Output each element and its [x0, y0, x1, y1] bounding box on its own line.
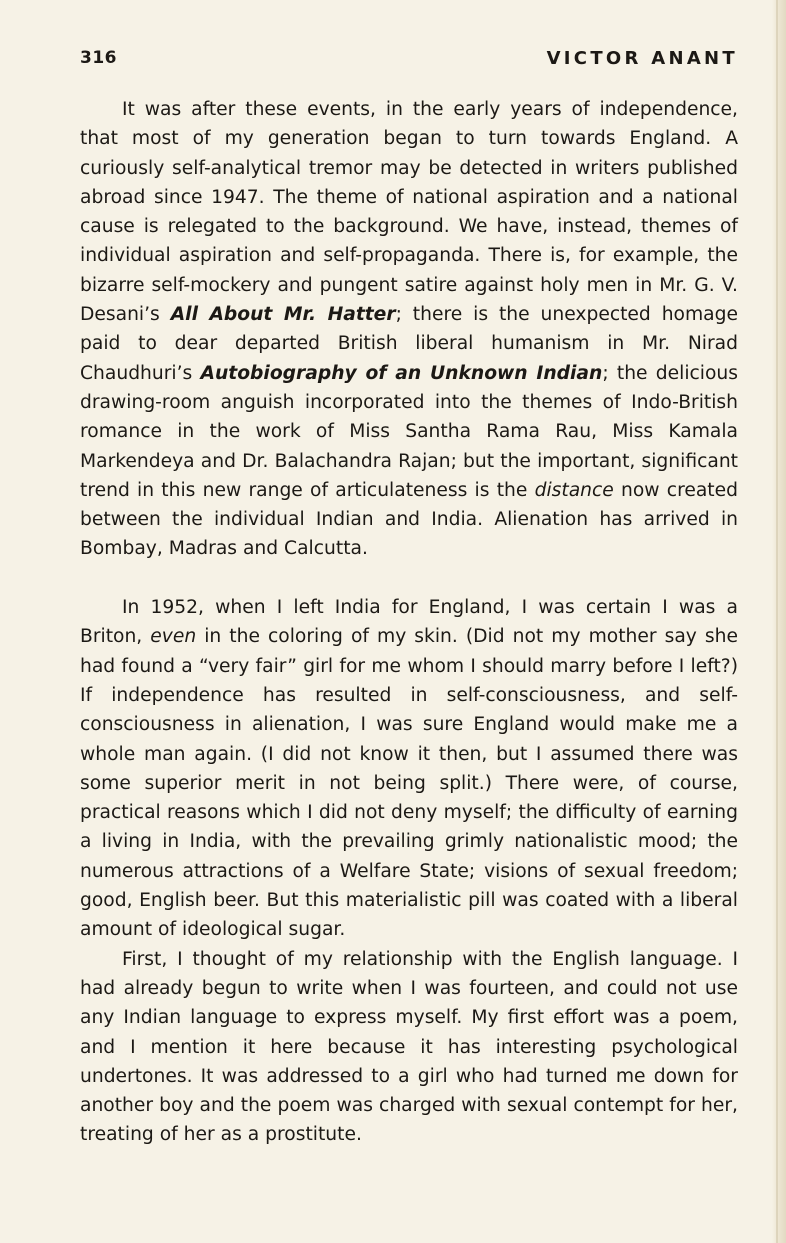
body-text — [80, 95, 738, 1150]
emphasis-distance: distance — [534, 479, 614, 501]
text-run: now created between the individual Indian and India. Alienation has arrived in Bombay, Madras and Calcutta. — [80, 479, 738, 560]
paragraph-1 — [80, 95, 738, 564]
text-run: First, I thought of my relationship with the English language. I had already begun to write when I was fourteen, and could not use any Indian language to express myself. My first effort was a poem, and I mention it here because it has interesting psychological undertones. It was addressed to a girl who had turned me down for another boy and the poem was charged with sexual contempt for her, treating of her as a prostitute. — [80, 948, 738, 1146]
paragraph-2 — [80, 593, 738, 945]
paragraph-3 — [80, 945, 738, 1150]
book-title-all-about-mr-hatter: All About Mr. Hatter — [170, 304, 396, 326]
text-run: It was after these events, in the early years of independence, that most of my generation began to turn towards England. A curiously self-analytical tremor may be detected in writers published abroad since 1947. The theme of national aspiration and a national cause is relegated to the background. We have, instead, themes of individual aspiration and self-propaganda. There is, for example, the bizarre self-mockery and pungent satire against holy men in Mr. G. V. Desani’s — [80, 99, 738, 326]
running-head-author: VICTOR ANANT — [546, 48, 738, 69]
text-run: ; there is the unexpected homage paid to dear departed British liberal humanism in Mr. Nirad Chaudhuri’s — [80, 304, 738, 384]
text-run: in the coloring of my skin. (Did not my mother say she had found a “very fair” girl for me whom I should marry before I left?) If independence has resulted in self-consciousness, and self-consciousness in alienation, I was sure England would make me a whole man again. (I did not know it then, but I assumed there was some superior merit in not being split.) There were, of course, practical reasons which I did not deny myself; the difficulty of earning a living in India, with the prevailing grimly nationalistic mood; the numerous attractions of a Welfare State; visions of sexual freedom; good, English beer. But this materialistic pill was coated with a liberal amount of ideological sugar. — [80, 626, 738, 941]
page-edge-line — [776, 0, 778, 1243]
text-run: In 1952, when I left India for England, I was certain I was a Briton, — [80, 597, 738, 648]
emphasis-even: even — [150, 626, 197, 648]
book-title-autobiography: Autobiography of an Unknown Indian — [200, 362, 603, 384]
text-run: ; the delicious drawing-room anguish incorporated into the themes of Indo-British romance in the work of Miss Santha Rama Rau, Miss Kamala Markendeya and Dr. Balachandra Rajan; but the important, significant trend in this new range of articulateness is the — [80, 362, 738, 501]
page-number: 316 — [80, 48, 117, 68]
running-head — [80, 48, 738, 74]
page-edge-shadow — [772, 0, 786, 1243]
